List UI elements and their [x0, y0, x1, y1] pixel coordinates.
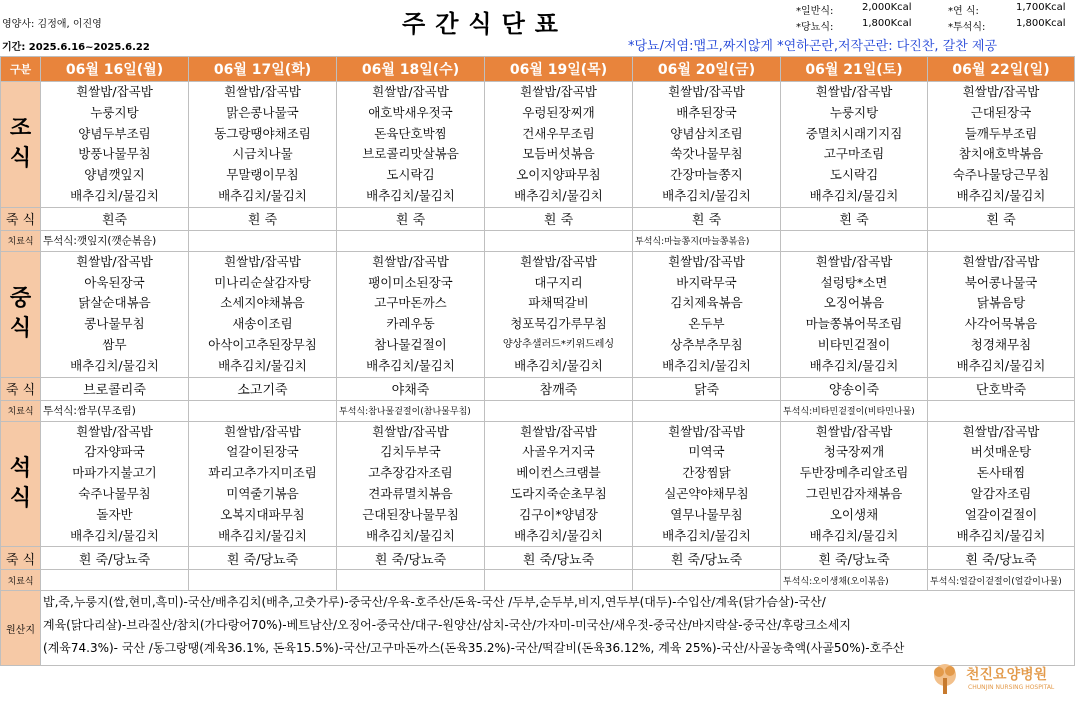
menu-item: 얼갈이겉절이 — [964, 506, 1038, 522]
menu-item: 도시락김 — [386, 167, 435, 183]
menu-item: 흰쌀밥/잡곡밥 — [668, 253, 745, 269]
menu-item: 숙주나물당근무침 — [952, 167, 1050, 183]
menu-cell — [633, 421, 781, 547]
menu-item: 누룽지탕 — [829, 104, 879, 120]
menu-cell — [928, 251, 1075, 377]
menu-item: 배추김치/물김치 — [70, 357, 159, 373]
porridge-cell: 흰 죽/당뇨죽 — [928, 547, 1075, 570]
day-header: 06월 22일(일) — [928, 57, 1075, 82]
menu-cell — [189, 421, 337, 547]
menu-item: 흰쌀밥/잡곡밥 — [372, 423, 449, 439]
dialysis-cell — [189, 230, 337, 251]
menu-item: 들깨두부조림 — [964, 125, 1038, 141]
menu-item: 흰쌀밥/잡곡밥 — [76, 84, 153, 99]
lunch-dialysis-row — [1, 400, 1075, 421]
menu-item: 흰쌀밥/잡곡밥 — [815, 253, 893, 269]
dinner-porridge-row — [1, 547, 1075, 570]
menu-item: 흰쌀밥/잡곡밥 — [224, 253, 301, 269]
menu-item: 흰쌀밥/잡곡밥 — [224, 84, 301, 99]
kcal-label: *당뇨식: — [796, 22, 834, 33]
menu-item: 버섯매운탕 — [970, 444, 1032, 460]
menu-item: 누룽지탕 — [90, 104, 139, 120]
menu-item: 비타민겉절이 — [817, 336, 891, 352]
porridge-cell: 닭죽 — [633, 377, 781, 400]
menu-item: 팽이미소된장국 — [368, 274, 453, 290]
menu-item: 배추김치/물김치 — [218, 187, 307, 203]
menu-cell — [337, 251, 485, 377]
kcal-label: *일반식: — [796, 6, 834, 17]
lunch-row — [1, 251, 1075, 377]
menu-item: 김구이*양념장 — [519, 506, 598, 522]
porridge-label: 죽 식 — [1, 377, 41, 400]
dialysis-cell — [633, 400, 781, 421]
menu-item: 방풍나물무침 — [78, 146, 151, 162]
menu-item: 고구마조림 — [823, 146, 885, 162]
day-header: 06월 19일(목) — [485, 57, 633, 82]
menu-item: 흰쌀밥/잡곡밥 — [76, 253, 153, 269]
menu-item: 얼갈이된장국 — [226, 444, 299, 460]
menu-cell — [189, 251, 337, 377]
menu-item: 우렁된장찌개 — [522, 104, 595, 120]
menu-item: 마파가지불고기 — [72, 465, 157, 481]
menu-item: 배추김치/물김치 — [70, 187, 159, 203]
menu-cell — [189, 82, 337, 208]
menu-item: 흰쌀밥/잡곡밥 — [372, 84, 449, 99]
menu-item: 배추김치/물김치 — [956, 187, 1046, 203]
menu-item: 배추김치/물김치 — [514, 527, 603, 543]
menu-item: 온두부 — [688, 316, 725, 332]
menu-item: 도시락김 — [829, 167, 879, 183]
menu-item: 무말랭이무침 — [226, 167, 299, 183]
porridge-cell: 단호박죽 — [928, 377, 1075, 400]
day-header: 06월 21일(토) — [781, 57, 928, 82]
menu-item: 사각어묵볶음 — [964, 316, 1038, 332]
day-header: 06월 18일(수) — [337, 57, 485, 82]
breakfast-label — [1, 82, 41, 208]
menu-item: 콩나물무침 — [84, 316, 145, 332]
menu-item: 배추된장국 — [676, 104, 737, 120]
dialysis-cell: 투석식:쌈무(무조림) — [41, 400, 189, 421]
kcal-value: 1,700Kcal — [1016, 2, 1066, 13]
kcal-value: 1,800Kcal — [1016, 18, 1066, 29]
dialysis-label: 치료식 — [1, 570, 41, 591]
menu-item: 도라지죽순초무침 — [510, 485, 607, 501]
menu-item: 견과류멸치볶음 — [368, 485, 453, 501]
menu-table — [0, 56, 1075, 666]
menu-item: 돈육단호박찜 — [374, 125, 447, 141]
menu-item: 돈사태찜 — [976, 465, 1026, 481]
menu-item: 설렁탕*소면 — [820, 274, 888, 290]
dialysis-cell: 투석식:비타민겉절이(비타민나물) — [781, 400, 928, 421]
menu-item: 미역국 — [688, 444, 725, 460]
menu-item: 그린빈감자채볶음 — [805, 485, 903, 501]
dialysis-cell — [781, 230, 928, 251]
menu-item: 청포묵김가루무침 — [510, 316, 607, 332]
menu-item: 바지락무국 — [676, 274, 737, 290]
menu-cell — [633, 82, 781, 208]
menu-item: 닭살순대볶음 — [78, 295, 151, 311]
menu-item: 중멸치시래기지짐 — [805, 125, 903, 141]
dialysis-cell: 투석식:마늘쫑지(마늘쫑볶음) — [633, 230, 781, 251]
menu-item: 참치애호박볶음 — [958, 146, 1044, 162]
menu-cell — [41, 251, 189, 377]
menu-item: 흰쌀밥/잡곡밥 — [372, 253, 449, 269]
menu-item: 알감자조림 — [970, 485, 1032, 501]
menu-item: 근대된장국 — [970, 104, 1032, 120]
day-header: 06월 16일(월) — [41, 57, 189, 82]
menu-item: 북어콩나물국 — [964, 274, 1038, 290]
menu-item: 흰쌀밥/잡곡밥 — [76, 423, 153, 439]
menu-item: 아삭이고추된장무침 — [208, 336, 317, 352]
porridge-cell: 흰 죽 — [485, 207, 633, 230]
porridge-label: 죽 식 — [1, 547, 41, 570]
dialysis-cell — [41, 570, 189, 591]
porridge-cell: 흰 죽 — [337, 207, 485, 230]
dinner-row — [1, 421, 1075, 547]
menu-item: 새송이조림 — [232, 316, 293, 332]
lunch-porridge-row — [1, 377, 1075, 400]
menu-item: 고추장감자조림 — [368, 465, 453, 481]
porridge-cell: 흰 죽 — [928, 207, 1075, 230]
menu-cell — [485, 251, 633, 377]
menu-item: 흰쌀밥/잡곡밥 — [224, 423, 301, 439]
porridge-cell: 흰 죽 — [633, 207, 781, 230]
menu-item: 청국장찌개 — [823, 444, 885, 460]
origin-row — [1, 591, 1075, 666]
menu-item: 브로콜리맛살볶음 — [362, 146, 459, 162]
menu-cell — [781, 82, 928, 208]
dialysis-label: 치료식 — [1, 400, 41, 421]
porridge-cell: 브로콜리죽 — [41, 377, 189, 400]
menu-item: 건새우무조림 — [522, 125, 595, 141]
menu-item: 김치두부국 — [380, 444, 441, 460]
origin-line: (계육74.3%)- 국산 /동그랑땡(계육36.1%, 돈육15.5%)-국산/고구마돈까스(돈육35.2%)-국산/떡갈비(돈육36.12%, 계육 25%)-국산/사골농축액(사골50%)-호주산 — [43, 641, 905, 656]
porridge-cell: 흰 죽/당뇨죽 — [337, 547, 485, 570]
breakfast-porridge-row — [1, 207, 1075, 230]
menu-item: 흰쌀밥/잡곡밥 — [668, 423, 745, 439]
porridge-cell: 야채죽 — [337, 377, 485, 400]
menu-cell — [781, 251, 928, 377]
menu-item: 흰쌀밥/잡곡밥 — [815, 423, 893, 439]
menu-item: 배추김치/물김치 — [809, 527, 899, 543]
dialysis-cell — [337, 230, 485, 251]
menu-item: 소세지야채볶음 — [220, 295, 305, 311]
menu-cell — [41, 421, 189, 547]
porridge-cell: 양송이죽 — [781, 377, 928, 400]
menu-item: 카레우동 — [386, 316, 435, 332]
menu-item: 배추김치/물김치 — [809, 357, 899, 373]
porridge-cell: 흰 죽/당뇨죽 — [485, 547, 633, 570]
menu-item: 오복지대파무침 — [220, 506, 305, 522]
menu-item: 양념두부조림 — [78, 125, 151, 141]
menu-item: 흰쌀밥/잡곡밥 — [962, 423, 1040, 439]
dialysis-cell — [485, 400, 633, 421]
dinner-label — [1, 421, 41, 547]
menu-item: 미역줄기볶음 — [226, 485, 299, 501]
porridge-cell: 흰 죽/당뇨죽 — [633, 547, 781, 570]
lunch-label — [1, 251, 41, 377]
menu-item: 두반장메추리알조림 — [799, 465, 909, 481]
day-header: 06월 17일(화) — [189, 57, 337, 82]
menu-item: 양념깻잎지 — [84, 167, 145, 183]
menu-item: 아욱된장국 — [84, 274, 145, 290]
dialysis-cell — [189, 400, 337, 421]
menu-cell — [337, 421, 485, 547]
menu-item: 흰쌀밥/잡곡밥 — [668, 84, 745, 99]
dialysis-cell: 투석식:오이생채(오이볶음) — [781, 570, 928, 591]
dialysis-cell: 투석식:깻잎지(깻순볶음) — [41, 230, 189, 251]
menu-item: 배추김치/물김치 — [662, 527, 751, 543]
menu-cell — [485, 82, 633, 208]
origin-text — [41, 591, 1075, 666]
menu-item: 돌자반 — [96, 506, 133, 522]
day-header-row — [1, 57, 1075, 82]
menu-item: 애호박새우젓국 — [368, 104, 453, 120]
menu-item: 미나리순살감자탕 — [214, 274, 311, 290]
porridge-cell: 참깨죽 — [485, 377, 633, 400]
dialysis-label: 치료식 — [1, 230, 41, 251]
menu-item: 배추김치/물김치 — [366, 527, 455, 543]
dinner-dialysis-row — [1, 570, 1075, 591]
menu-item: 흰쌀밥/잡곡밥 — [520, 423, 597, 439]
dialysis-cell — [928, 400, 1075, 421]
dialysis-cell — [189, 570, 337, 591]
porridge-cell: 소고기죽 — [189, 377, 337, 400]
menu-item: 고구마돈까스 — [374, 295, 447, 311]
menu-item: 배추김치/물김치 — [514, 187, 603, 203]
menu-cell — [928, 82, 1075, 208]
dialysis-cell: 투석식:참나물겉절이(참나물무침) — [337, 400, 485, 421]
logo-subtext: CHUNJIN NURSING HOSPITAL — [968, 684, 1055, 691]
menu-item: 마늘쫑볶어묵조림 — [805, 316, 903, 332]
menu-item: 배추김치/물김치 — [662, 187, 751, 203]
porridge-cell: 흰 죽/당뇨죽 — [189, 547, 337, 570]
dialysis-cell — [928, 230, 1075, 251]
menu-item: 배추김치/물김치 — [956, 357, 1046, 373]
menu-item: 쌈무 — [102, 336, 127, 352]
menu-item: 배추김치/물김치 — [662, 357, 751, 373]
menu-item: 모듬버섯볶음 — [522, 146, 595, 162]
menu-item: 배추김치/물김치 — [218, 357, 307, 373]
menu-item: 흰쌀밥/잡곡밥 — [815, 84, 893, 99]
menu-item: 참나물겉절이 — [374, 336, 447, 352]
menu-item: 흰쌀밥/잡곡밥 — [962, 84, 1040, 99]
menu-item: 오징어볶음 — [823, 295, 885, 311]
menu-item: 동그랑땡야채조림 — [214, 125, 311, 141]
menu-cell — [633, 251, 781, 377]
menu-item: 파채떡갈비 — [528, 295, 589, 311]
menu-item: 오이지양파무침 — [516, 167, 601, 183]
menu-cell — [337, 82, 485, 208]
menu-item: 배추김치/물김치 — [70, 527, 159, 543]
menu-cell — [928, 421, 1075, 547]
page-title: 주간식단표 — [402, 10, 568, 38]
menu-item: 대구지리 — [534, 274, 583, 290]
dialysis-cell — [485, 230, 633, 251]
origin-line: 밥,죽,누룽지(쌀,현미,흑미)-국산/배추김치(배추,고춧가루)-중국산/우육-호주산/돈육-국산 /두부,순두부,비지,연두부(대두)-수입산/계육(닭가슴살)-국산/ — [43, 595, 826, 610]
menu-item: 숙주나물무침 — [78, 485, 151, 501]
dialysis-cell — [485, 570, 633, 591]
menu-item: 베이컨스크램블 — [516, 465, 601, 481]
meal-label-text: 중식 — [9, 286, 32, 342]
dialysis-cell — [337, 570, 485, 591]
day-header: 06월 20일(금) — [633, 57, 781, 82]
menu-item: 양념삼치조림 — [670, 125, 743, 141]
menu-item: 흰쌀밥/잡곡밥 — [962, 253, 1040, 269]
meal-label-text: 석식 — [9, 455, 32, 511]
menu-cell — [41, 82, 189, 208]
kcal-value: 1,800Kcal — [862, 18, 912, 29]
kcal-label: *투석식: — [948, 22, 986, 33]
menu-item: 오이생채 — [829, 506, 879, 522]
menu-item: 배추김치/물김치 — [956, 527, 1046, 543]
menu-item: 상추부추무침 — [670, 336, 743, 352]
porridge-cell: 흰죽 — [41, 207, 189, 230]
menu-item: 김치제육볶음 — [670, 295, 743, 311]
menu-item: 양상추샐러드*키위드레싱 — [502, 338, 615, 350]
corner-label: 구분 — [1, 57, 41, 82]
porridge-cell: 흰 죽/당뇨죽 — [41, 547, 189, 570]
breakfast-row — [1, 82, 1075, 208]
kcal-label: *연 식: — [948, 6, 979, 17]
menu-item: 근대된장나물무침 — [362, 506, 459, 522]
menu-item: 맑은콩나물국 — [226, 104, 299, 120]
menu-cell — [781, 421, 928, 547]
menu-item: 배추김치/물김치 — [514, 357, 603, 373]
menu-item: 배추김치/물김치 — [809, 187, 899, 203]
breakfast-dialysis-row — [1, 230, 1075, 251]
menu-item: 배추김치/물김치 — [366, 187, 455, 203]
menu-item: 흰쌀밥/잡곡밥 — [520, 253, 597, 269]
origin-label: 원산지 — [1, 591, 41, 666]
dialysis-cell: 투석식:얼갈이겉절이(얼갈이나물) — [928, 570, 1075, 591]
menu-item: 열무나물무침 — [670, 506, 743, 522]
menu-item: 흰쌀밥/잡곡밥 — [520, 84, 597, 99]
menu-item: 사골우거지국 — [522, 444, 595, 460]
diet-notice: *당뇨/저염:맵고,짜지않게 *연하곤란,저작곤란: 다진찬, 갈찬 제공 — [628, 39, 998, 54]
period: 기간: 2025.6.16~2025.6.22 — [2, 42, 150, 53]
porridge-cell: 흰 죽 — [781, 207, 928, 230]
meal-label-text: 조식 — [9, 116, 32, 172]
menu-item: 간장마늘쫑지 — [670, 167, 743, 183]
logo-text: 천진요양병원 — [966, 667, 1048, 683]
porridge-label: 죽 식 — [1, 207, 41, 230]
menu-item: 닭볶음탕 — [976, 295, 1026, 311]
menu-item: 꽈리고추가지미조림 — [208, 465, 317, 481]
menu-item: 시금치나물 — [232, 146, 293, 162]
menu-item: 배추김치/물김치 — [366, 357, 455, 373]
dialysis-cell — [633, 570, 781, 591]
origin-line: 계육(닭다리살)-브라질산/참치(가다랑어70%)-베트남산/오징어-중국산/대구-원양산/삼치-국산/가자미-미국산/새우젓-중국산/바지락살-중국산/후랑크소세지 — [43, 618, 851, 633]
menu-item: 쑥갓나물무침 — [670, 146, 743, 162]
kcal-value: 2,000Kcal — [862, 2, 912, 13]
menu-cell — [485, 421, 633, 547]
menu-item: 배추김치/물김치 — [218, 527, 307, 543]
menu-item: 감자양파국 — [84, 444, 145, 460]
menu-item: 청경채무침 — [970, 336, 1032, 352]
porridge-cell: 흰 죽 — [189, 207, 337, 230]
menu-item: 실곤약야채무침 — [664, 485, 749, 501]
staff-names: 영양사: 김정애, 이진영 — [2, 19, 102, 30]
porridge-cell: 흰 죽/당뇨죽 — [781, 547, 928, 570]
menu-item: 간장찜닭 — [682, 465, 731, 481]
tree-logo-icon — [928, 662, 962, 696]
